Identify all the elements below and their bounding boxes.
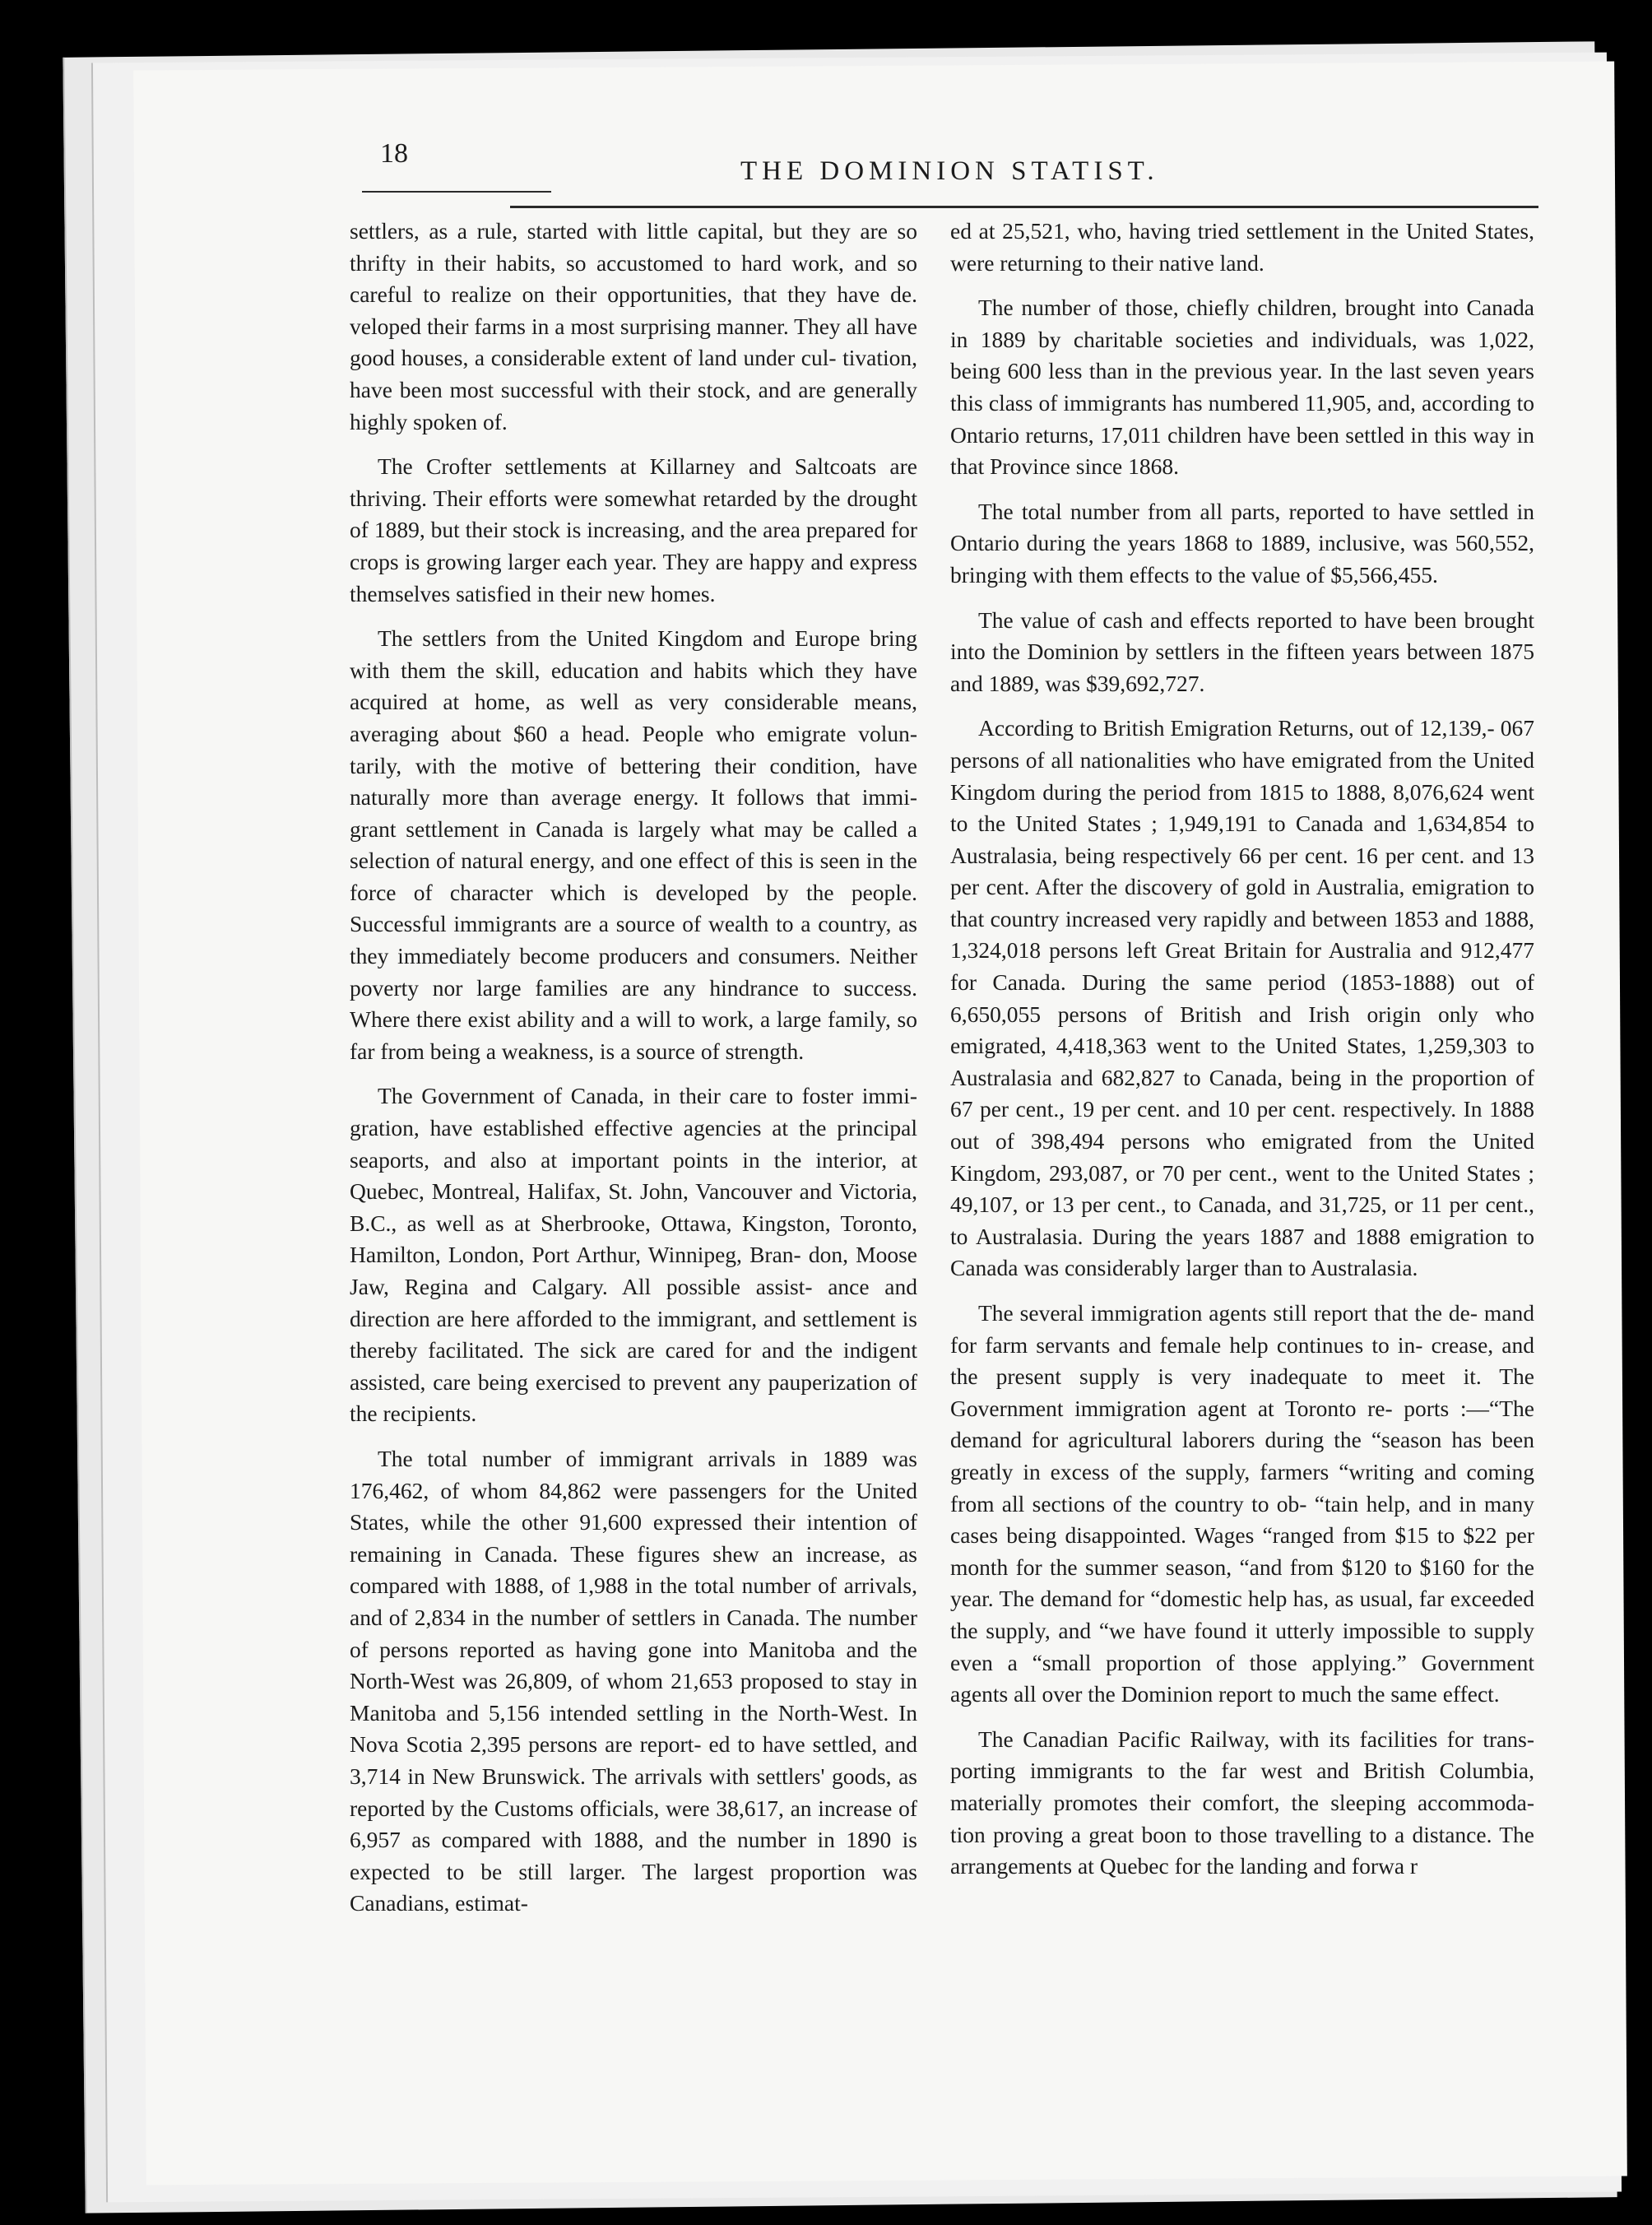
paragraph: The total number from all parts, reported to have settled in Ontario during the years 1868 to 1889, inclusive, was 560,552, bringing with them effects to the value of $5,566,455. <box>950 498 1534 588</box>
header-rule-short <box>362 191 551 193</box>
paragraph: The several immigration agents still report that the de- mand for farm servants and female help continues to in- crease, and the present supply is very inadequate to meet it. The Government immigration agent at Toronto re- ports :—“The demand for agricultural laborers during the “season has been greatly in excess of the supply, farmers “writing and coming from all sections of the country to ob- “tain help, and in many cases being disappointed. Wages “ranged from $15 to $22 per month for the summer season, “and from $120 to $160 for the year. The demand for “domestic help has, as usual, far exceeded the supply, and “we have found it utterly impossible to supply even a “small proportion of those applying.” Government agents all over the Dominion report to much the same effect. <box>950 1300 1534 1707</box>
paragraph: The Crofter settlements at Killarney and Saltcoats are thriving. Their efforts were somewhat retarded by the drought of 1889, but their stock is increasing, and the area prepared for crops is growing larger each year. They are happy and express themselves satisfied in their new homes. <box>350 453 917 606</box>
paragraph: The Government of Canada, in their care to foster immi- gration, have established effective agencies at the principal seaports, and also at important points in the interior, at Quebec, Montreal, Halifax, St. John, Vancouver and Victoria, B.C., as well as at Sherbrooke, Ottawa, Kingston, Toronto, Hamilton, London, Port Arthur, Winnipeg, Bran- don, Moose Jaw, Regina and Calgary. All possible assist- ance and direction are here afforded to the immigrant, and settlement is thereby facilitated. The sick are cared for and the indigent assisted, care being exercised to prevent any pauperization of the recipients. <box>350 1083 917 1427</box>
page-number: 18 <box>380 138 408 169</box>
header-rule <box>510 206 1538 208</box>
right-column <box>950 216 1534 1896</box>
paragraph: The Canadian Pacific Railway, with its facilities for trans- porting immigrants to the far west and British Columbia, materially promotes their comfort, the sleeping accommoda- tion proving a great boon to those travelling to a distance. The arrangements at Quebec for the landing and forwa r <box>950 1726 1534 1879</box>
paragraph: The number of those, chiefly children, brought into Canada in 1889 by charitable societies and individuals, was 1,022, being 600 less than in the previous year. In the last seven years this class of immigrants has numbered 11,905, and, according to Ontario returns, 17,011 children have been settled in this way in that Province since 1868. <box>950 295 1534 480</box>
running-head: THE DOMINION STATIST. <box>740 156 1159 186</box>
paragraph: The value of cash and effects reported to have been brought into the Dominion by settlers in the fifteen years between 1875 and 1889, was $39,692,727. <box>950 606 1534 696</box>
paragraph: According to British Emigration Returns, out of 12,139,- 067 persons of all nationalities who have emigrated from the United Kingdom during the period from 1815 to 1888, 8,076,624 went to the United States ; 1,949,191 to Canada and 1,634,854 to Australasia, being respectively 66 per cent. 16 per cent. and 13 per cent. After the discovery of gold in Australia, emigration to that country increased very rapidly and between 1853 and 1888, 1,324,018 persons left Great Britain for Australia and 912,477 for Canada. During the same period (1853-1888) out of 6,650,055 persons of British and Irish origin only who emigrated, 4,418,363 went to the United States, 1,259,303 to Australasia and 682,827 to Canada, being in the proportion of 67 per cent., 19 per cent. and 10 per cent. respectively. In 1888 out of 398,494 persons who emigrated from the United Kingdom, 293,087, or 70 per cent., went to the United States ; 49,107, or 13 per cent., to Canada, and 31,725, or 11 per cent., to Australasia. During the years 1887 and 1888 emigration to Canada was considerably larger than to Australasia. <box>950 715 1534 1281</box>
paragraph: The settlers from the United Kingdom and Europe bring with them the skill, education and habits which they have acquired at home, as well as very considerable means, averaging about $60 a head. People who emigrate volun- tarily, with the motive of bettering their condition, have naturally more than average energy. It follows that immi- grant settlement in Canada is largely what may be called a selection of natural energy, and one effect of this is seen in the force of character which is developed by the people. Successful immigrants are a source of wealth to a country, as they immediately become producers and consumers. Neither poverty nor large families are any hindrance to success. Where there exist ability and a will to work, a large family, so far from being a weakness, is a source of strength. <box>350 625 917 1064</box>
paragraph: The total number of immigrant arrivals in 1889 was 176,462, of whom 84,862 were passengers for the United States, while the other 91,600 expressed their intention of remaining in Canada. These figures shew an increase, as compared with 1888, of 1,988 in the total number of arrivals, and of 2,834 in the number of settlers in Canada. The number of persons reported as having gone into Manitoba and the North-West was 26,809, of whom 21,653 proposed to stay in Manitoba and 5,156 intended settling in the North-West. In Nova Scotia 2,395 persons are report- ed to have settled, and 3,714 in New Brunswick. The arrivals with settlers' goods, as reported by the Customs officials, were 38,617, an increase of 6,957 as compared with 1888, and the number in 1890 is expected to be still larger. The largest proportion was Canadians, estimat- <box>350 1445 917 1916</box>
paragraph: settlers, as a rule, started with little capital, but they are so thrifty in their habits, so accustomed to hard work, and so careful to realize on their opportunities, that they have de. veloped their farms in a most surprising manner. They all have good houses, a considerable extent of land under cul- tivation, have been most successful with their stock, and are generally highly spoken of. <box>350 218 917 434</box>
left-column <box>350 216 917 1933</box>
paragraph: ed at 25,521, who, having tried settlement in the United States, were returning to their native land. <box>950 218 1534 276</box>
